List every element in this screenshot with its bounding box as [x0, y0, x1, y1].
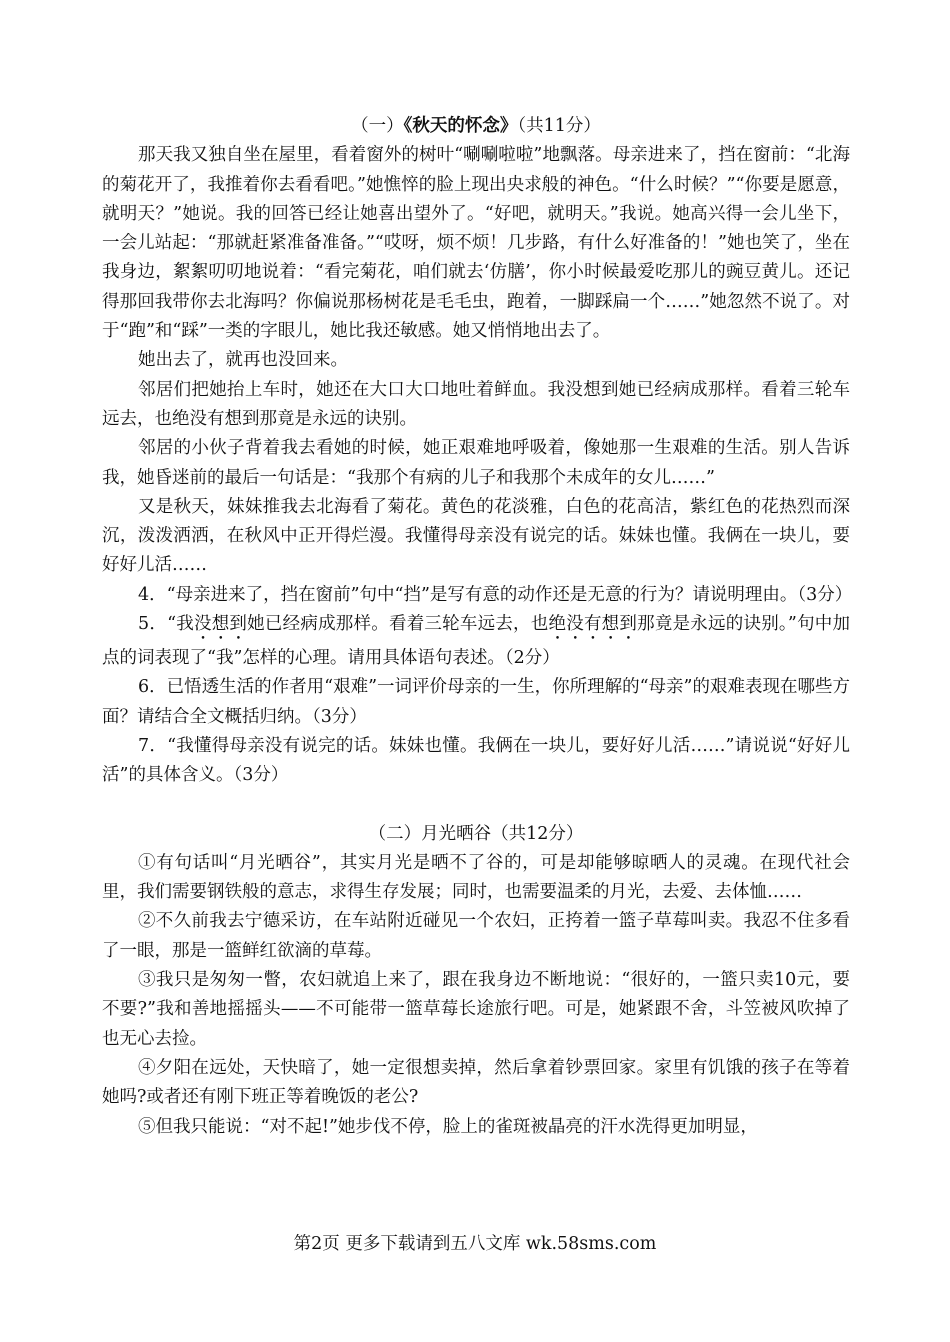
section2-paragraph: ⑤但我只能说：“对不起!”她步伐不停，脸上的雀斑被晶亮的汗水洗得更加明显，: [138, 1116, 758, 1137]
section2-paragraph: ②不久前我去宁德采访，在车站附近碰见一个农妇，正挎着一篮子草莓叫卖。我忍不住多看了一眼，那是一篮鲜红欲滴的草莓。: [102, 911, 850, 961]
section1-paragraph: 邻居的小伙子背着我去看她的时候，她正艰难地呼吸着，像她那一生艰难的生活。别人告诉我，她昏迷前的最后一句话是：“我那个有病的儿子和我那个未成年的女儿……”: [102, 438, 850, 488]
section2-paragraph: ③我只是匆匆一瞥，农妇就追上来了，跟在我身边不断地说：“很好的，一篮只卖10元，要不要?”我和善地摇摇头——不可能带一篮草莓长途旅行吧。可是，她紧跟不舍，斗笠被风吹掉了也无心去捡。: [102, 970, 850, 1049]
section1-title: [102, 112, 850, 141]
question-5-text: 那竟是永远的诀别。”句中加点的词表现了“我”怎样的心理。请用具体语句表述。（2分）: [102, 614, 851, 669]
document-body: [102, 112, 853, 1142]
section2-paragraph: ①有句话叫“月光晒谷”，其实月光是晒不了谷的，可是却能够晾晒人的灵魂。在现代社会里，我们需要钢铁般的意志，求得生存发展；同时，也需要温柔的月光，去爱、去体恤……: [102, 852, 850, 903]
section-gap: [102, 791, 850, 820]
section1-title-suffix: （共11分）: [517, 116, 601, 136]
question-5: [102, 610, 850, 673]
question-7: 7．“我懂得母亲没有说完的话。妹妹也懂。我俩在一块儿，要好好儿活……”请说说“好好儿活”的具体含义。（3分）: [102, 735, 850, 786]
section1-paragraph: 邻居们把她抬上车时，她还在大口大口地吐着鲜血。我没想到她已经病成那样。看着三轮车远去，也绝没有想到那竟是永远的诀别。: [102, 379, 850, 429]
section1-title-main: 《秋天的怀念》: [403, 116, 518, 136]
section1-paragraph: 又是秋天，妹妹推我去北海看了菊花。黄色的花淡雅，白色的花高洁，紫红色的花热烈而深沉，泼泼洒洒，在秋风中正开得烂漫。我懂得母亲没有说完的话。妹妹也懂。我俩在一块儿，要好好儿活……: [102, 496, 850, 576]
question-5-text: 5．“我: [138, 614, 194, 635]
section1-title-prefix: （一）: [351, 116, 404, 136]
section1-paragraph: 那天我又独自坐在屋里，看着窗外的树叶“唰唰啦啦”地飘落。母亲进来了，挡在窗前：“北海的菊花开了，我推着你去看看吧。”她憔悴的脸上现出央求般的神色。“什么时候？”“你要是愿意，就明天？”她说。我的回答已经让她喜出望外了。“好吧，就明天。”我说。她高兴得一会儿坐下，一会儿站起：“那就赶紧准备准备。”“哎呀，烦不烦！几步路，有什么好准备的！”她也笑了，坐在我身边，絮絮叨叨地说着：“看完菊花，咱们就去‘仿膳’，你小时候最爱吃那儿的豌豆黄儿。还记得那回我带你去北海吗？你偏说那杨树花是毛毛虫，跑着，一脚踩扁一个……”她忽然不说了。对于“跑”和“踩”一类的字眼儿，她比我还敏感。她又悄悄地出去了。: [102, 145, 850, 342]
question-4: 4．“母亲进来了，挡在窗前”句中“挡”是写有意的动作还是无意的行为？请说明理由。（3分）: [138, 584, 853, 605]
section2-title: （二）月光晒谷（共12分）: [368, 823, 584, 844]
question-5-dotted-word: 绝没有想到: [548, 614, 638, 635]
page-footer: 第2页 更多下载请到五八文库 wk.58sms.com: [293, 1234, 657, 1254]
question-5-text: 她已经病成那样。看着三轮车远去，也: [247, 614, 549, 635]
section1-paragraph: 她出去了，就再也没回来。: [138, 350, 348, 371]
section2-paragraph: ④夕阳在远处，天快暗了，她一定很想卖掉，然后拿着钞票回家。家里有饥饿的孩子在等着她吗?或者还有刚下班正等着晚饭的老公?: [102, 1057, 850, 1108]
question-6: 6．已悟透生活的作者用“艰难”一词评价母亲的一生，你所理解的“母亲”的艰难表现在哪些方面？请结合全文概括归纳。（3分）: [102, 677, 850, 727]
question-5-dotted-word: 没想到: [193, 614, 248, 635]
